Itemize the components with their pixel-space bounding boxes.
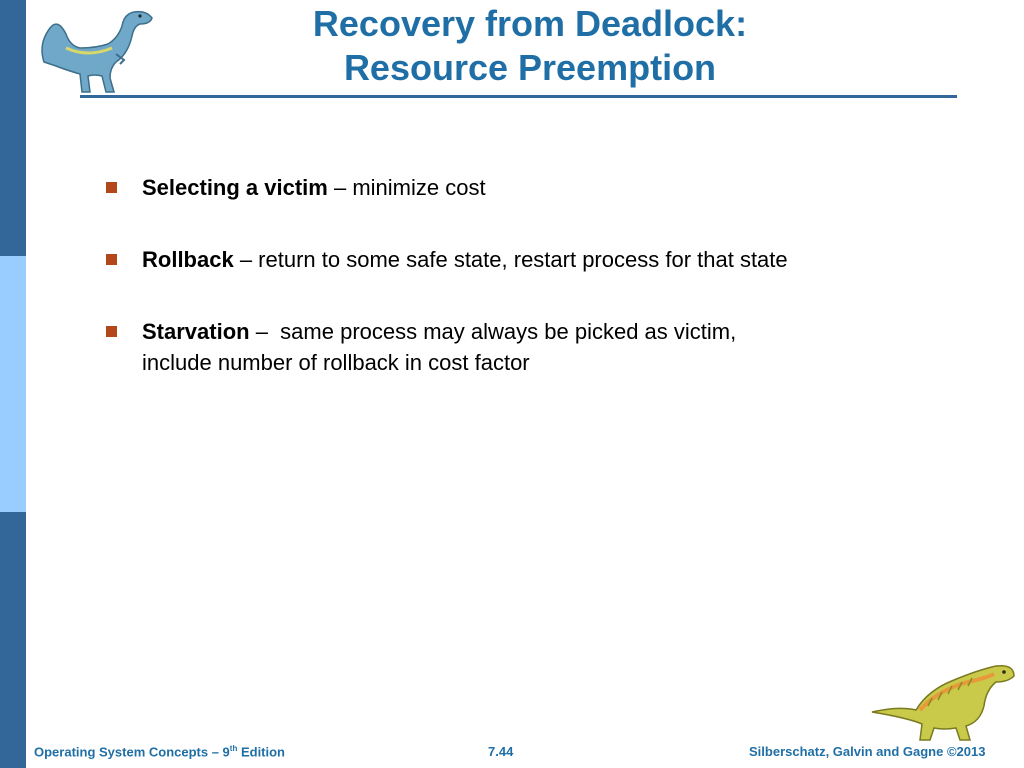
footer-book-title-suffix: Edition [237, 744, 286, 760]
title-line-1: Recovery from Deadlock: [312, 3, 748, 44]
bullet-item [104, 172, 924, 203]
sidebar-stripe [0, 0, 26, 768]
footer-book-title-prefix: Operating System Concepts – 9 [34, 744, 230, 760]
square-bullet-icon [106, 182, 117, 193]
bullet-term: Rollback [142, 247, 234, 272]
bullet-text: minimize cost [352, 175, 486, 200]
title-line-2: Resource Preemption [343, 47, 717, 88]
bullet-separator: – [327, 175, 353, 200]
bullet-text: same process may always be picked as victim, [280, 319, 737, 344]
square-bullet-icon [106, 326, 117, 337]
slide-title [130, 2, 930, 90]
bullet-item [104, 316, 924, 378]
title-underline [80, 95, 957, 98]
bullet-item [104, 244, 924, 275]
sidebar-segment-middle [0, 256, 26, 512]
bullet-text-continued: include number of rollback in cost factor [142, 350, 530, 375]
sidebar-segment-bottom [0, 512, 26, 768]
footer-page-number: 7.44 [488, 744, 514, 759]
bullet-list [104, 172, 924, 419]
dinosaur-bottom-icon [868, 660, 1016, 742]
bullet-term: Starvation [142, 319, 250, 344]
footer-copyright: Silberschatz, Galvin and Gagne ©2013 [749, 744, 986, 759]
sidebar-segment-top [0, 0, 26, 256]
footer-book-title [34, 744, 285, 759]
square-bullet-icon [106, 254, 117, 265]
bullet-separator: – [249, 319, 281, 344]
bullet-text: return to some safe state, restart process for that state [258, 247, 788, 272]
bullet-term: Selecting a victim [142, 175, 328, 200]
footer-book-title-superscript: th [229, 744, 238, 753]
bullet-separator: – [233, 247, 259, 272]
